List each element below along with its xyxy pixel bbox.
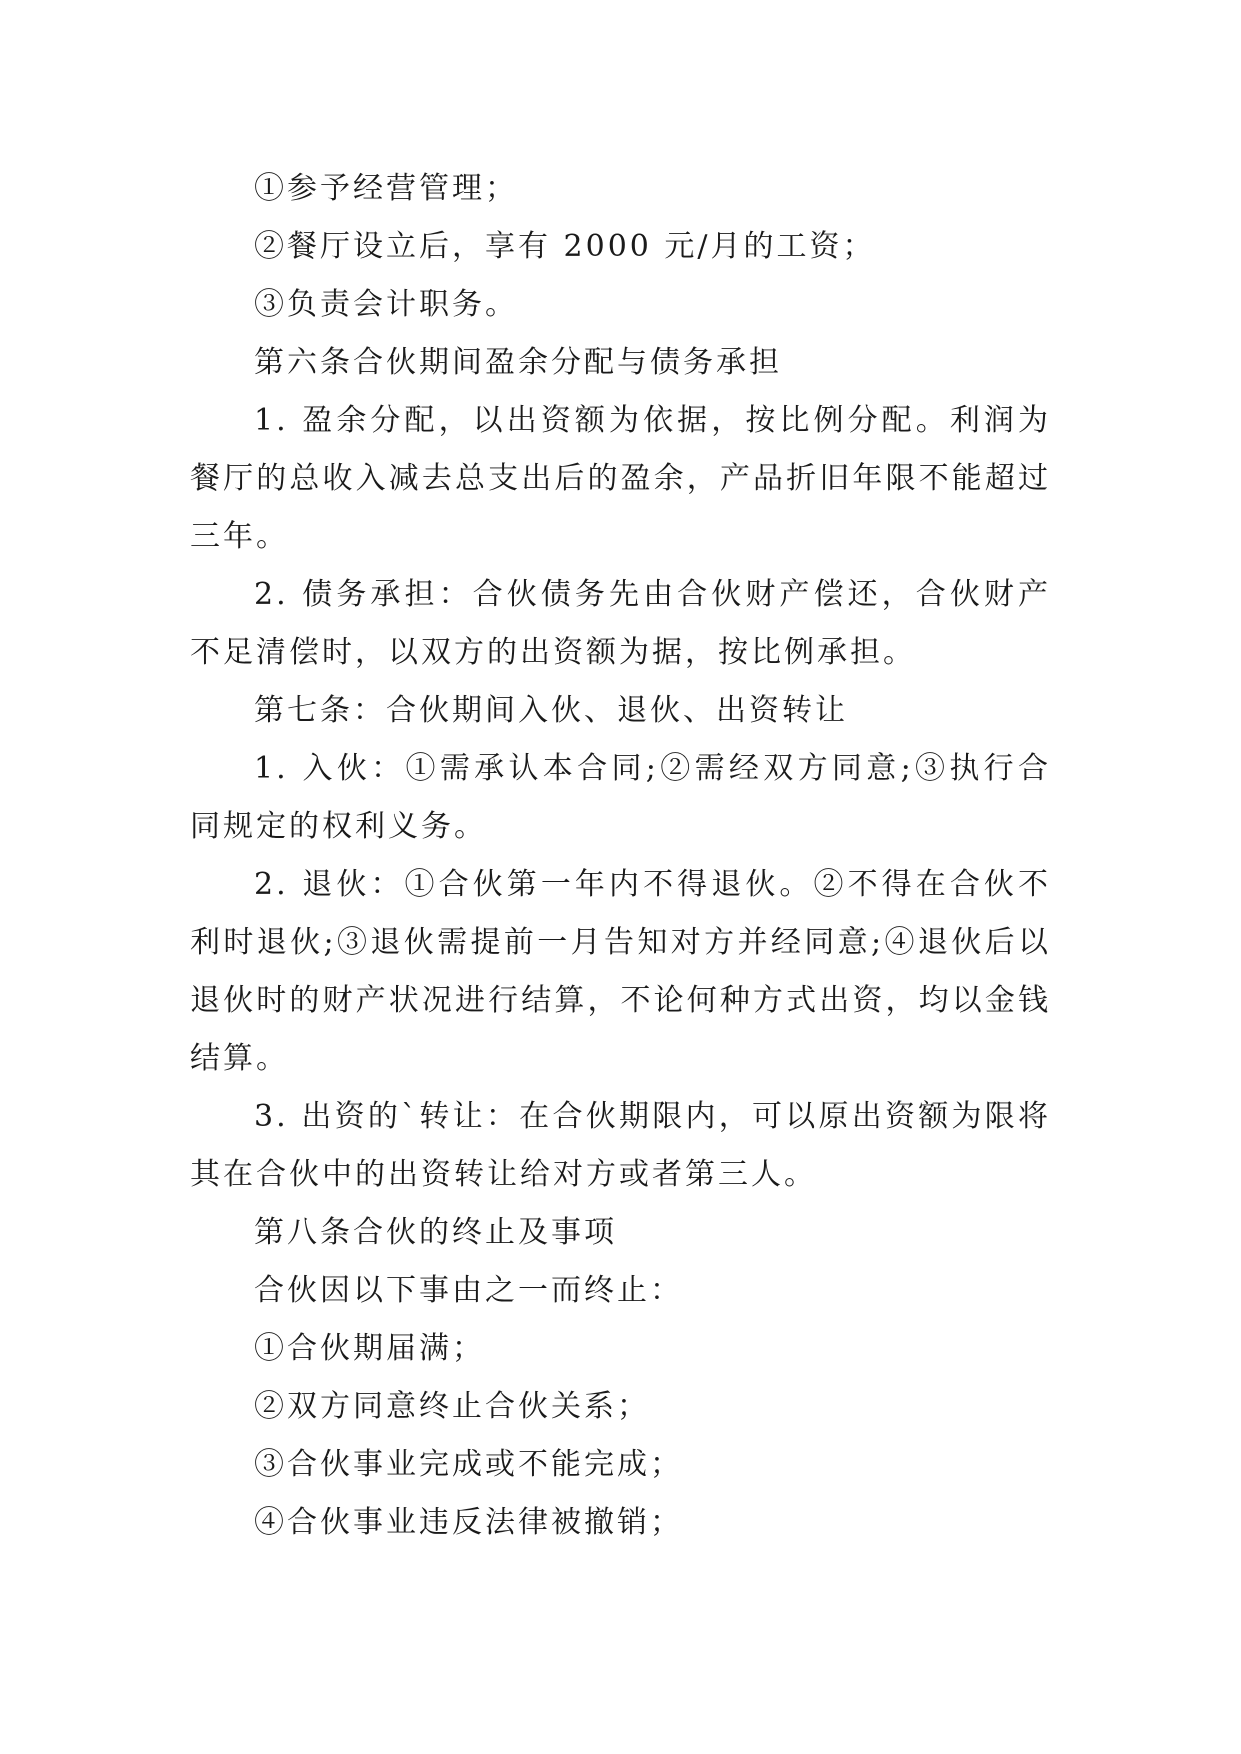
article-8-item-4: ④合伙事业违反法律被撤销；: [254, 1505, 683, 1540]
article-7-heading: 第七条：合伙期间入伙、退伙、出资转让: [254, 693, 848, 728]
paragraph-duty-1: ①参予经营管理；: [254, 171, 518, 206]
article-6-clause-1: 1. 盈余分配，以出资额为依据，按比例分配。利润为餐厅的总收入减去总支出后的盈余，产品折旧年限不能超过三年。: [190, 403, 1051, 554]
article-8-heading: 第八条合伙的终止及事项: [254, 1215, 617, 1250]
article-8-intro: 合伙因以下事由之一而终止：: [254, 1273, 683, 1308]
article-7-clause-2: 2. 退伙：①合伙第一年内不得退伙。②不得在合伙不利时退伙;③退伙需提前一月告知对方并经同意;④退伙后以退伙时的财产状况进行结算，不论何种方式出资，均以金钱结算。: [190, 867, 1051, 1076]
paragraph-duty-3: ③负责会计职务。: [254, 287, 518, 322]
article-7-clause-3: 3. 出资的`转让：在合伙期限内，可以原出资额为限将其在合伙中的出资转让给对方或者第三人。: [190, 1099, 1051, 1192]
paragraph-duty-2: ②餐厅设立后，享有 2000 元/月的工资；: [254, 229, 876, 264]
article-6-clause-2: 2. 债务承担：合伙债务先由合伙财产偿还，合伙财产不足清偿时，以双方的出资额为据，按比例承担。: [190, 577, 1051, 670]
article-8-item-3: ③合伙事业完成或不能完成；: [254, 1447, 683, 1482]
article-7-clause-1: 1. 入伙：①需承认本合同;②需经双方同意;③执行合同规定的权利义务。: [190, 751, 1051, 844]
article-8-item-1: ①合伙期届满；: [254, 1331, 485, 1366]
article-6-heading: 第六条合伙期间盈余分配与债务承担: [254, 345, 782, 380]
document-body: [190, 160, 1051, 1552]
article-8-item-2: ②双方同意终止合伙关系；: [254, 1389, 650, 1424]
